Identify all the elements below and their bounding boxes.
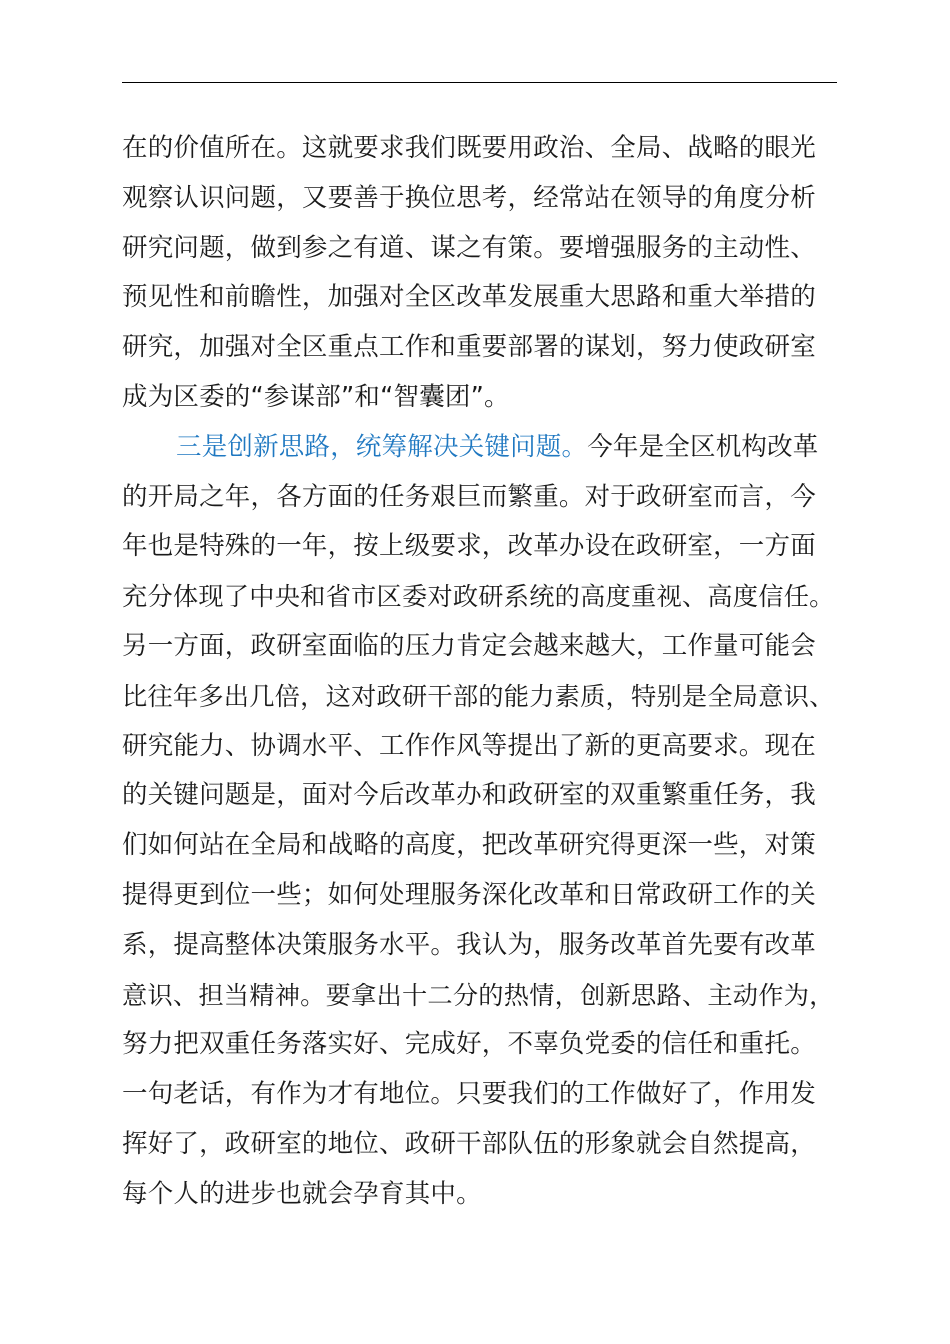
text-line: 们如何站在全局和战略的高度，把改革研究得更深一些，对策 [122,830,816,861]
document-body [122,124,837,1220]
paragraph-heading: 三是创新思路，统筹解决关键问题。 [176,431,588,462]
text-line: 研究，加强对全区重点工作和重要部署的谋划，努力使政研室 [122,332,816,363]
text-line: 意识、担当精神。要拿出十二分的热情，创新思路、主动作为， [122,980,835,1010]
text-line: 研究能力、协调水平、工作作风等提出了新的更高要求。现在 [122,730,816,761]
text-line: 在的价值所在。这就要求我们既要用政治、全局、战略的眼光 [122,133,816,163]
text-line: 充分体现了中央和省市区委对政研系统的高度重视、高度信任。 [122,582,835,612]
text-line: 另一方面，政研室面临的压力肯定会越来越大，工作量可能会 [122,630,816,661]
text-line: 努力把双重任务落实好、完成好，不辜负党委的信任和重托。 [122,1029,816,1060]
text-run: 今年是全区机构改革 [587,431,819,462]
text-line: 的关键问题是，面对今后改革办和政研室的双重繁重任务，我 [122,780,816,811]
text-line: 观察认识问题，又要善于换位思考，经常站在领导的角度分析 [122,182,816,213]
text-line: 每个人的进步也就会孕育其中。 [122,1178,482,1209]
text-line: 挥好了，政研室的地位、政研干部队伍的形象就会自然提高， [122,1128,816,1159]
text-line: 预见性和前瞻性，加强对全区改革发展重大思路和重大举措的 [122,282,816,313]
text-line: 的开局之年，各方面的任务艰巨而繁重。对于政研室而言，今 [122,481,816,512]
paragraph-first-line [122,423,837,473]
text-line: 研究问题，做到参之有道、谋之有策。要增强服务的主动性、 [122,232,816,263]
paragraph-1 [122,124,837,423]
text-line: 成为区委的“参谋部”和“智囊团”。 [122,381,510,412]
text-line: 年也是特殊的一年，按上级要求，改革办设在政研室，一方面 [122,531,816,562]
text-line: 系，提高整体决策服务水平。我认为，服务改革首先要有改革 [122,929,816,960]
text-line: 比往年多出几倍，这对政研干部的能力素质，特别是全局意识、 [122,681,835,711]
text-line: 提得更到位一些；如何处理服务深化改革和日常政研工作的关 [122,879,816,910]
header-rule [122,82,837,83]
text-line: 一句老话，有作为才有地位。只要我们的工作做好了，作用发 [122,1079,816,1110]
paragraph-2 [122,423,837,1220]
